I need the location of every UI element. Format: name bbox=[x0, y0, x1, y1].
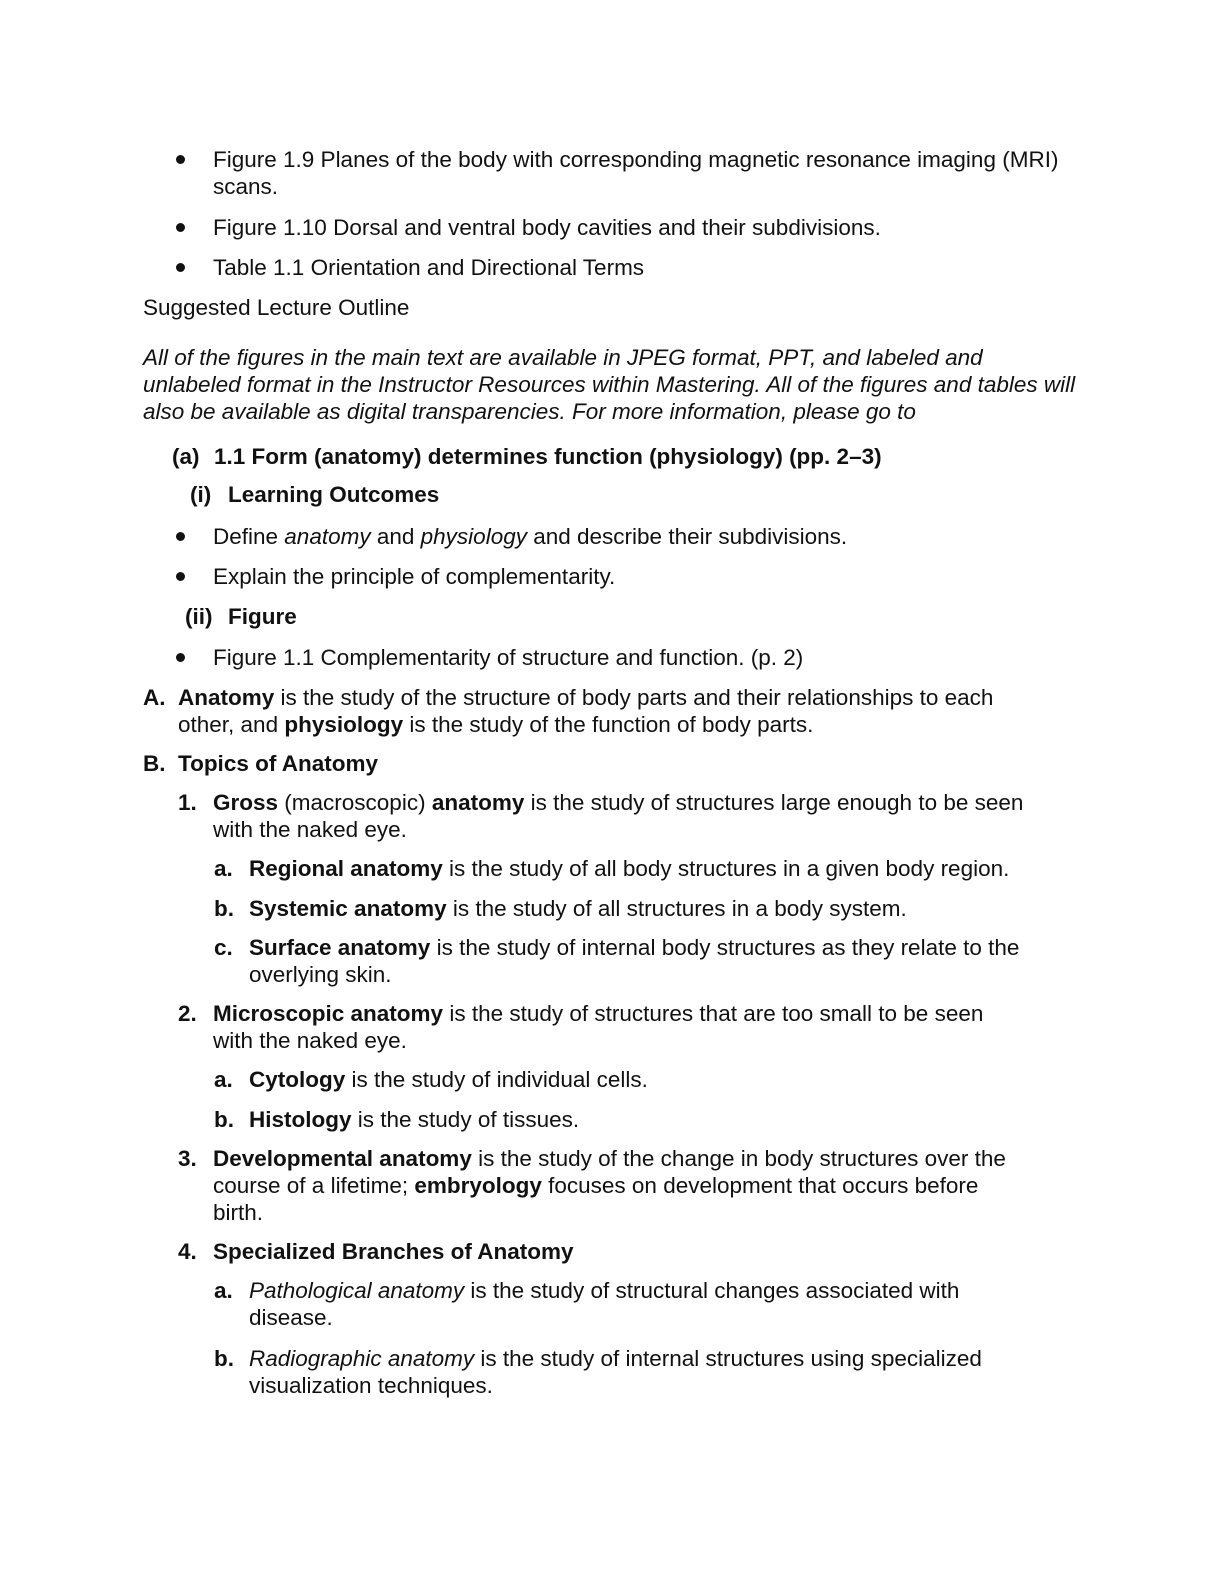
item-a-text bbox=[178, 684, 1078, 738]
item-2-marker: 2. bbox=[178, 1001, 197, 1026]
bullet-icon bbox=[176, 653, 185, 662]
term-regional-anatomy: Regional anatomy bbox=[249, 856, 443, 881]
term-surface-anatomy: Surface anatomy bbox=[249, 935, 431, 960]
item-4-title: Specialized Branches of Anatomy bbox=[213, 1239, 574, 1264]
bullet-icon bbox=[176, 155, 185, 164]
text-run: overlying skin. bbox=[249, 962, 392, 987]
text-run: with the naked eye. bbox=[213, 817, 407, 842]
item-4-marker: 4. bbox=[178, 1239, 197, 1264]
text-run: is the study of internal structures using specialized bbox=[474, 1346, 982, 1371]
item-2a-text bbox=[249, 1066, 1089, 1093]
term-anatomy: anatomy bbox=[284, 524, 371, 549]
term-pathological-anatomy: Pathological anatomy bbox=[249, 1278, 465, 1303]
figure-marker: (ii) bbox=[185, 604, 213, 629]
term-physiology: physiology bbox=[420, 524, 527, 549]
item-4b-text bbox=[249, 1345, 1089, 1399]
item-2a-marker: a. bbox=[214, 1067, 233, 1092]
item-1c-marker: c. bbox=[214, 935, 233, 960]
bullet-text: Figure 1.9 Planes of the body with corresponding magnetic resonance imaging (MRI) scans. bbox=[213, 147, 1059, 199]
section-a-title: 1.1 Form (anatomy) determines function (physiology) (pp. 2–3) bbox=[214, 444, 882, 469]
item-b-marker: B. bbox=[143, 751, 166, 776]
item-4a-text bbox=[249, 1277, 1089, 1331]
item-3-text bbox=[213, 1145, 1093, 1226]
bullet-text: Explain the principle of complementarity. bbox=[213, 564, 616, 589]
text-run: is the study of all body structures in a given body region. bbox=[442, 856, 1010, 881]
item-1-marker: 1. bbox=[178, 790, 197, 815]
bullet-icon bbox=[176, 263, 185, 272]
text-run: is the study of all structures in a body system. bbox=[446, 896, 907, 921]
item-2-text bbox=[213, 1000, 1083, 1054]
bullet-icon bbox=[176, 572, 185, 581]
bullet-text bbox=[213, 523, 1083, 550]
term-embryology: embryology bbox=[414, 1173, 542, 1198]
item-4a-marker: a. bbox=[214, 1278, 233, 1303]
bullet-icon bbox=[176, 532, 185, 541]
learning-outcomes-title: Learning Outcomes bbox=[228, 482, 440, 507]
term-microscopic-anatomy: Microscopic anatomy bbox=[213, 1001, 444, 1026]
item-a-marker: A. bbox=[143, 685, 166, 710]
text-run: birth. bbox=[213, 1200, 264, 1225]
text-run: Define bbox=[213, 524, 285, 549]
bullet-text: Table 1.1 Orientation and Directional Terms bbox=[213, 255, 645, 280]
term-physiology: physiology bbox=[284, 712, 404, 737]
text-run: is the study of individual cells. bbox=[345, 1067, 648, 1092]
item-3-marker: 3. bbox=[178, 1146, 197, 1171]
text-run: is the study of tissues. bbox=[351, 1107, 580, 1132]
figure-title: Figure bbox=[228, 604, 297, 629]
text-run: focuses on development that occurs before bbox=[541, 1173, 979, 1198]
text-run: disease. bbox=[249, 1305, 333, 1330]
term-cytology: Cytology bbox=[249, 1067, 346, 1092]
text-run: is the study of structures large enough to be seen bbox=[524, 790, 1024, 815]
item-2b-marker: b. bbox=[214, 1107, 234, 1132]
item-1a-marker: a. bbox=[214, 856, 233, 881]
term-radiographic-anatomy: Radiographic anatomy bbox=[249, 1346, 475, 1371]
term-anatomy: anatomy bbox=[431, 790, 525, 815]
item-1-text bbox=[213, 789, 1083, 843]
item-4b-marker: b. bbox=[214, 1346, 234, 1371]
text-run: and bbox=[370, 524, 421, 549]
term-histology: Histology bbox=[249, 1107, 352, 1132]
text-run: (macroscopic) bbox=[278, 790, 432, 815]
text-run: visualization techniques. bbox=[249, 1373, 493, 1398]
item-1b-text bbox=[249, 895, 1089, 922]
text-run: is the study of internal body structures as they relate to the bbox=[430, 935, 1020, 960]
term-anatomy: Anatomy bbox=[178, 685, 275, 710]
item-1b-marker: b. bbox=[214, 896, 234, 921]
section-a-marker: (a) bbox=[172, 444, 200, 469]
term-gross: Gross bbox=[213, 790, 279, 815]
item-b-title: Topics of Anatomy bbox=[178, 751, 379, 776]
bullet-text: Figure 1.1 Complementarity of structure and function. (p. 2) bbox=[213, 645, 804, 670]
term-developmental-anatomy: Developmental anatomy bbox=[213, 1146, 472, 1171]
text-run: and describe their subdivisions. bbox=[526, 524, 848, 549]
text-run: is the study of structures that are too small to be seen bbox=[443, 1001, 984, 1026]
bullet-icon bbox=[176, 223, 185, 232]
text-run: other, and bbox=[178, 712, 285, 737]
item-2b-text bbox=[249, 1106, 1089, 1133]
learning-outcomes-marker: (i) bbox=[190, 482, 212, 507]
term-systemic-anatomy: Systemic anatomy bbox=[249, 896, 447, 921]
outline-title: Suggested Lecture Outline bbox=[143, 295, 410, 320]
text-run: is the study of the structure of body parts and their relationships to each bbox=[274, 685, 994, 710]
text-run: course of a lifetime; bbox=[213, 1173, 415, 1198]
item-1c-text bbox=[249, 934, 1089, 988]
text-run: with the naked eye. bbox=[213, 1028, 407, 1053]
text-run: is the study of the function of body parts. bbox=[403, 712, 814, 737]
intro-note: All of the figures in the main text are available in JPEG format, PPT, and labeled and unlabeled format in the Instructor Resources within Mastering. All of the figures and tables will also be available as digital transparencies. For more information, please go to bbox=[143, 345, 1076, 424]
item-1a-text bbox=[249, 855, 1089, 882]
text-run: is the study of structural changes associated with bbox=[464, 1278, 960, 1303]
text-run: is the study of the change in body structures over the bbox=[471, 1146, 1006, 1171]
bullet-text: Figure 1.10 Dorsal and ventral body cavities and their subdivisions. bbox=[213, 215, 881, 240]
